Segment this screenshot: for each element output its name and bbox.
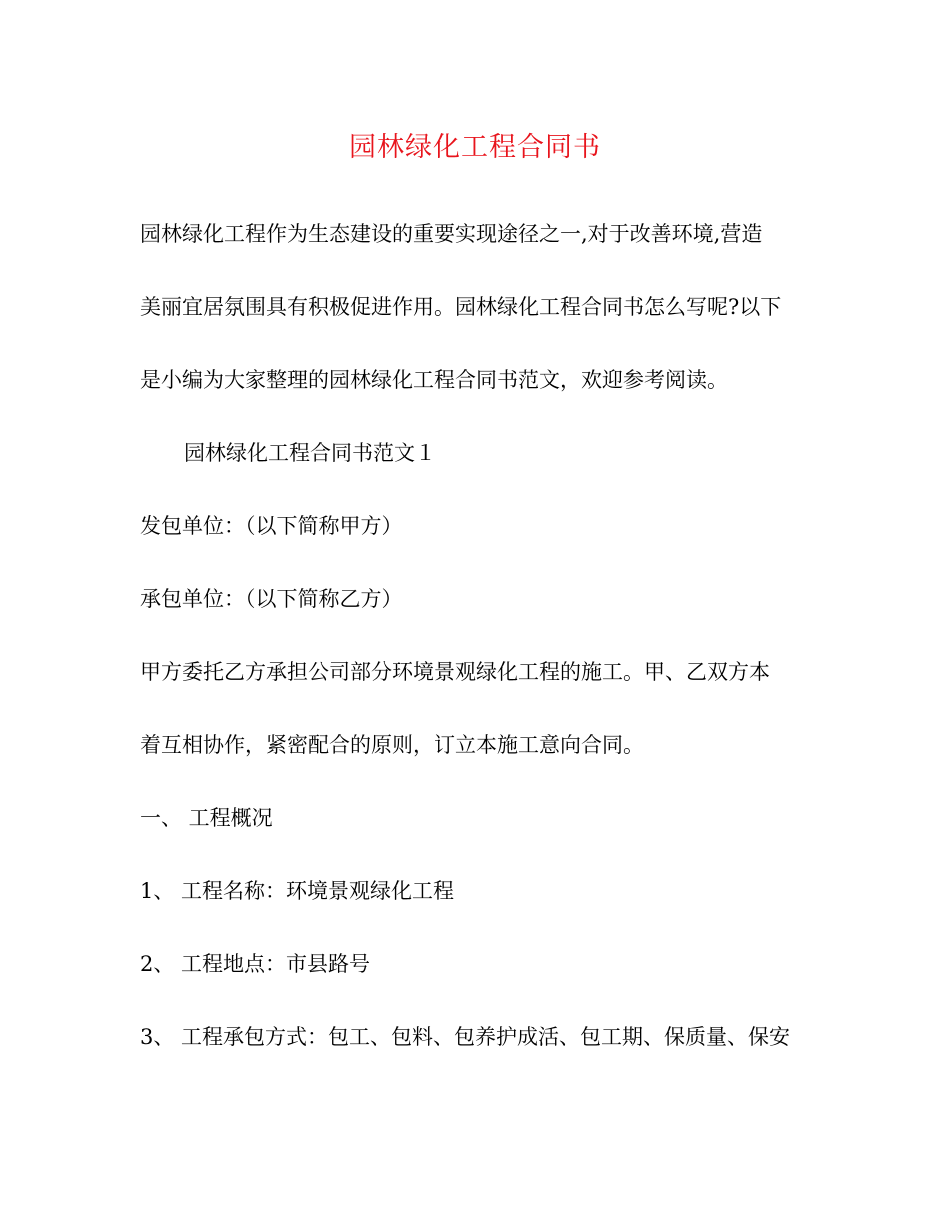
paragraph-line-2: 美丽宜居氛围具有积极促进作用。园林绿化工程合同书怎么写呢?以下	[140, 295, 782, 319]
paragraph-line-8: 着互相协作，紧密配合的原则，订立本施工意向合同。	[140, 733, 644, 757]
paragraph-line-3: 是小编为大家整理的园林绿化工程合同书范文，欢迎参考阅读。	[140, 368, 728, 392]
paragraph-line-7: 甲方委托乙方承担公司部分环境景观绿化工程的施工。甲、乙双方本	[140, 660, 770, 684]
list-item-project-name: 1、 工程名称：环境景观绿化工程	[140, 879, 455, 903]
section-heading-sample-1: 园林绿化工程合同书范文１	[184, 441, 436, 465]
document-title: 园林绿化工程合同书	[349, 132, 601, 163]
section-heading-overview: 一、 工程概况	[140, 806, 273, 830]
employer-line: 发包单位：（以下简称甲方）	[140, 514, 403, 538]
list-item-contract-method: 3、 工程承包方式：包工、包料、包养护成活、包工期、保质量、保安	[140, 1025, 791, 1049]
list-item-project-location: 2、 工程地点：市县路号	[140, 952, 371, 976]
contractor-line: 承包单位：（以下简称乙方）	[140, 587, 403, 611]
paragraph-line-1: 园林绿化工程作为生态建设的重要实现途径之一,对于改善环境,营造	[140, 222, 763, 246]
